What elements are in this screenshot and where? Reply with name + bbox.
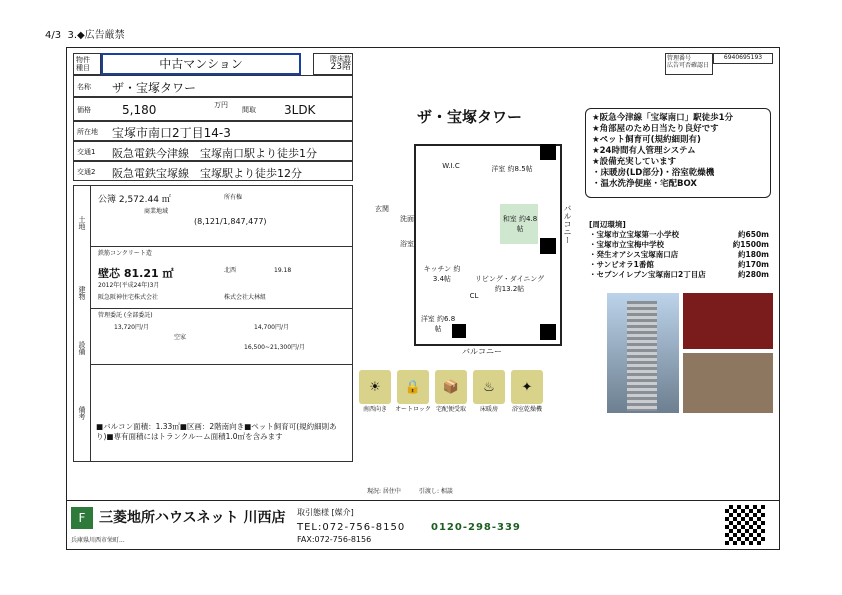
icon-autolock: 🔒 オートロック: [395, 370, 431, 418]
parking-fee: 16,500~21,300円/月: [244, 344, 306, 351]
type-value: 中古マンション: [101, 53, 301, 75]
balcony-area: 19.18: [274, 267, 292, 274]
icon-bathdryer: ✦ 浴室乾燥機: [509, 370, 545, 418]
room-entrance: 玄関: [375, 205, 389, 213]
structure: 鉄筋コンクリート造: [98, 250, 152, 257]
row-access-1: 交通1 阪急電鉄今津線 宝塚南口駅より徒歩1分: [73, 141, 353, 161]
type-label: 物件 種目: [73, 53, 101, 75]
detail-table: [73, 185, 353, 462]
status: 空家: [174, 334, 187, 341]
entrance-photo: [683, 353, 773, 413]
row-address: 所在地 宝塚市南口2丁目14-3: [73, 121, 353, 141]
land-area: 公簿 2,572.44 ㎡: [98, 195, 171, 205]
side-land: 土地: [78, 216, 86, 230]
repair-fund: 14,700円/月: [254, 324, 290, 331]
qr-code: [725, 505, 765, 545]
mgmt-company: 阪急阪神住宅株式会社: [98, 294, 159, 301]
nearby-list: [周辺環境] ・宝塚市立宝塚第一小学校 約650m ・宝塚市立宝梅中学校 約1500m ・発生オアシス宝塚南口店 約180m ・サンビオラ1番館 約170m ・セブンイレブン宝塚南口2丁目店 約280m: [589, 220, 769, 279]
page-header: 4/3 3.◆広告厳禁: [45, 30, 125, 41]
floor-plan: [362, 144, 582, 354]
feature-box: ★阪急今津線「宝塚南口」駅徒歩1分 ★角部屋のため日当たり良好です ★ペット飼育可(規約細則有) ★24時間有人管理システム ★設備充実しています ・床暖房(LD部分)・浴室乾燥機 ・温水洗浄便座・宅配BOX: [585, 108, 771, 198]
row-access-2: 交通2 阪急電鉄宝塚線 宝塚駅より徒歩12分: [73, 161, 353, 181]
icon-floorheat: ♨ 床暖房: [471, 370, 507, 418]
row-name: 名称 ザ・宝塚タワー: [73, 75, 353, 97]
mgmt-type: 管理委託 (全部委託): [98, 312, 153, 319]
icon-delivery: 📦 宅配便受取: [433, 370, 469, 418]
company-fax: FAX:072-756-8156: [297, 535, 372, 544]
floor-box: 階床数 23階: [313, 53, 353, 75]
lobby-photo: [683, 293, 773, 349]
balcony-bottom: バルコニー: [462, 347, 502, 356]
land-share: (8,121/1,847,477): [194, 217, 267, 226]
amenity-icons: [357, 370, 603, 420]
room-kitchen: キッチン 約3.4帖: [423, 265, 461, 283]
floorplan-title: ザ・宝塚タワー: [417, 108, 523, 126]
room-western-2: 洋室 約6.8帖: [420, 315, 456, 333]
company-footer: [67, 500, 779, 549]
company-logo: F: [71, 507, 93, 529]
room-living: リビング・ダイニング 約13.2帖: [474, 275, 545, 293]
side-building: 建物: [78, 286, 86, 300]
flyer-frame: [66, 47, 780, 550]
deal-type: 取引態様 [媒介]: [297, 508, 354, 517]
balcony-dir: 北西: [224, 267, 237, 274]
balcony-right: バルコニー: [563, 204, 572, 244]
mgmt-no-value: 6940695193: [713, 53, 773, 64]
room-japanese: 和室 約4.8帖: [502, 215, 538, 233]
row-price: 価格 5,180 万円 間取 3LDK: [73, 97, 353, 121]
company-name: 三菱地所ハウスネット 川西店: [99, 510, 286, 526]
company-freedial: 0120-298-339: [431, 522, 521, 533]
built-date: 2012年(平成24年)3月: [98, 282, 160, 289]
use-zone: 商業地域: [144, 208, 169, 215]
floor-area: 壁芯 81.21 ㎡: [98, 267, 174, 280]
building-photo: [607, 293, 679, 413]
status-footer: 現況: 居住中 引渡し: 相談: [367, 488, 453, 495]
room-wic: W.I.C: [442, 162, 460, 170]
seller: 株式会社大林組: [224, 294, 267, 301]
mgmt-fee: 13,720円/月: [114, 324, 150, 331]
company-address: 兵庫県川西市栄町...: [71, 537, 125, 544]
mgmt-no-label: 管理番号 広告可否確認日: [665, 53, 713, 75]
land-right: 所有権: [224, 194, 243, 201]
room-western-1: 洋室 約8.5帖: [491, 165, 533, 173]
side-notes: 備考: [78, 406, 86, 420]
room-bath: 浴室: [400, 240, 414, 248]
room-cl: CL: [469, 292, 479, 300]
room-washroom: 洗面: [400, 215, 414, 223]
company-tel: TEL:072-756-8150: [297, 522, 406, 533]
notes-text: ■バルコン面積：1.33㎡■区画：2階南向き■ペット飼育可(規約細則あり)■専有面積にはトランクルーム面積1.0㎡を含みます: [96, 422, 337, 441]
icon-southwest: ☀ 南西向き: [357, 370, 393, 418]
side-equip: 設備: [78, 341, 86, 355]
